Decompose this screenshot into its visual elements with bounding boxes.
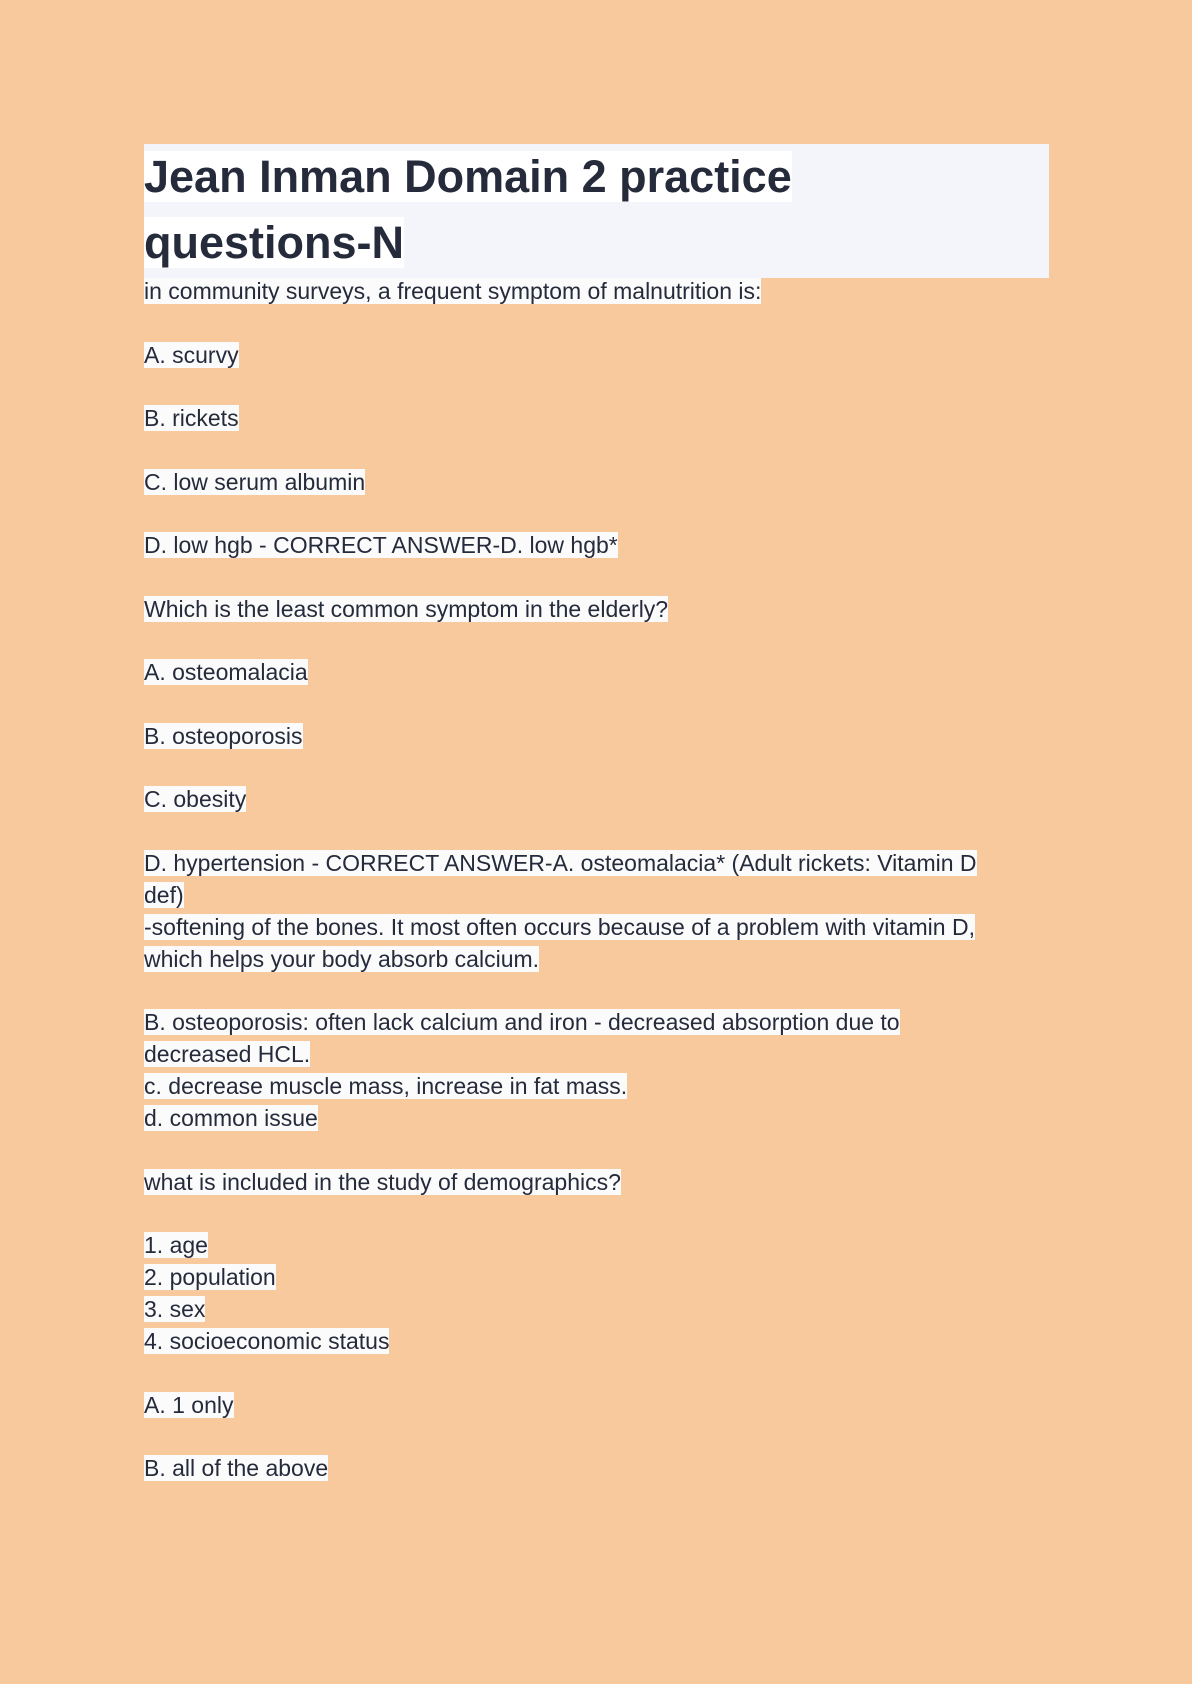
paragraph-gap (144, 434, 1049, 466)
text-line-content: decreased HCL. (144, 1041, 311, 1067)
text-line (144, 1229, 1049, 1261)
paragraph-gap (144, 975, 1049, 1007)
text-line-content: B. osteoporosis: often lack calcium and iron - decreased absorption due to (144, 1009, 900, 1035)
text-line (144, 943, 1049, 975)
text-line (144, 1325, 1049, 1357)
text-line-content: 4. socioeconomic status (144, 1328, 390, 1354)
text-line (144, 1166, 1049, 1198)
text-line-content: Which is the least common symptom in the elderly? (144, 595, 669, 622)
document-body (144, 275, 1049, 1484)
title-line-1: Jean Inman Domain 2 practice (144, 151, 792, 202)
text-line (144, 1102, 1049, 1134)
text-line-content: C. low serum albumin (144, 468, 366, 495)
paragraph-gap (144, 498, 1049, 530)
text-line (144, 275, 1049, 307)
text-line-content: in community surveys, a frequent symptom of malnutrition is: (144, 278, 762, 304)
text-line-content: D. hypertension - CORRECT ANSWER-A. osteomalacia* (Adult rickets: Vitamin D (144, 849, 977, 876)
text-line-content: -softening of the bones. It most often occurs because of a problem with vitamin D, (144, 913, 975, 940)
text-line-content: D. low hgb - CORRECT ANSWER-D. low hgb* (144, 532, 618, 558)
text-line-content: B. rickets (144, 405, 239, 431)
text-line (144, 879, 1049, 911)
text-line-content: def) (144, 881, 184, 908)
text-line (144, 1452, 1049, 1484)
title-block (144, 144, 1049, 278)
text-line-content: 2. population (144, 1264, 276, 1290)
paragraph-gap (144, 371, 1049, 403)
text-line (144, 1261, 1049, 1293)
text-line (144, 466, 1049, 498)
title-line-2: questions-N (144, 217, 405, 268)
paragraph-gap (144, 1134, 1049, 1166)
text-line (144, 720, 1049, 752)
text-line (144, 1006, 1049, 1038)
text-line (144, 1389, 1049, 1421)
paragraph-gap (144, 688, 1049, 720)
paragraph-gap (144, 815, 1049, 847)
text-line-content: C. obesity (144, 786, 247, 812)
text-line (144, 911, 1049, 943)
text-line-content: c. decrease muscle mass, increase in fat mass. (144, 1073, 628, 1099)
paragraph-gap (144, 625, 1049, 657)
text-line (144, 1070, 1049, 1102)
text-line (144, 1038, 1049, 1070)
page-title (144, 144, 1049, 276)
paragraph-gap (144, 752, 1049, 784)
text-line (144, 593, 1049, 625)
paragraph-gap (144, 561, 1049, 593)
text-line-content: what is included in the study of demographics? (144, 1168, 621, 1195)
paragraph-gap (144, 1357, 1049, 1389)
text-line (144, 1293, 1049, 1325)
paragraph-gap (144, 1421, 1049, 1453)
text-line-content: d. common issue (144, 1105, 318, 1131)
text-line-content: 1. age (144, 1232, 208, 1258)
paragraph-gap (144, 1198, 1049, 1230)
text-line-content: A. 1 only (144, 1391, 234, 1418)
text-line-content: A. scurvy (144, 341, 239, 368)
text-line (144, 402, 1049, 434)
text-line-content: A. osteomalacia (144, 659, 308, 685)
text-line (144, 529, 1049, 561)
text-line-content: 3. sex (144, 1296, 206, 1322)
paragraph-gap (144, 307, 1049, 339)
text-line-content: B. all of the above (144, 1455, 329, 1481)
text-line-content: B. osteoporosis (144, 722, 303, 749)
text-line (144, 656, 1049, 688)
text-line (144, 847, 1049, 879)
text-line (144, 783, 1049, 815)
text-line (144, 339, 1049, 371)
text-line-content: which helps your body absorb calcium. (144, 945, 540, 972)
